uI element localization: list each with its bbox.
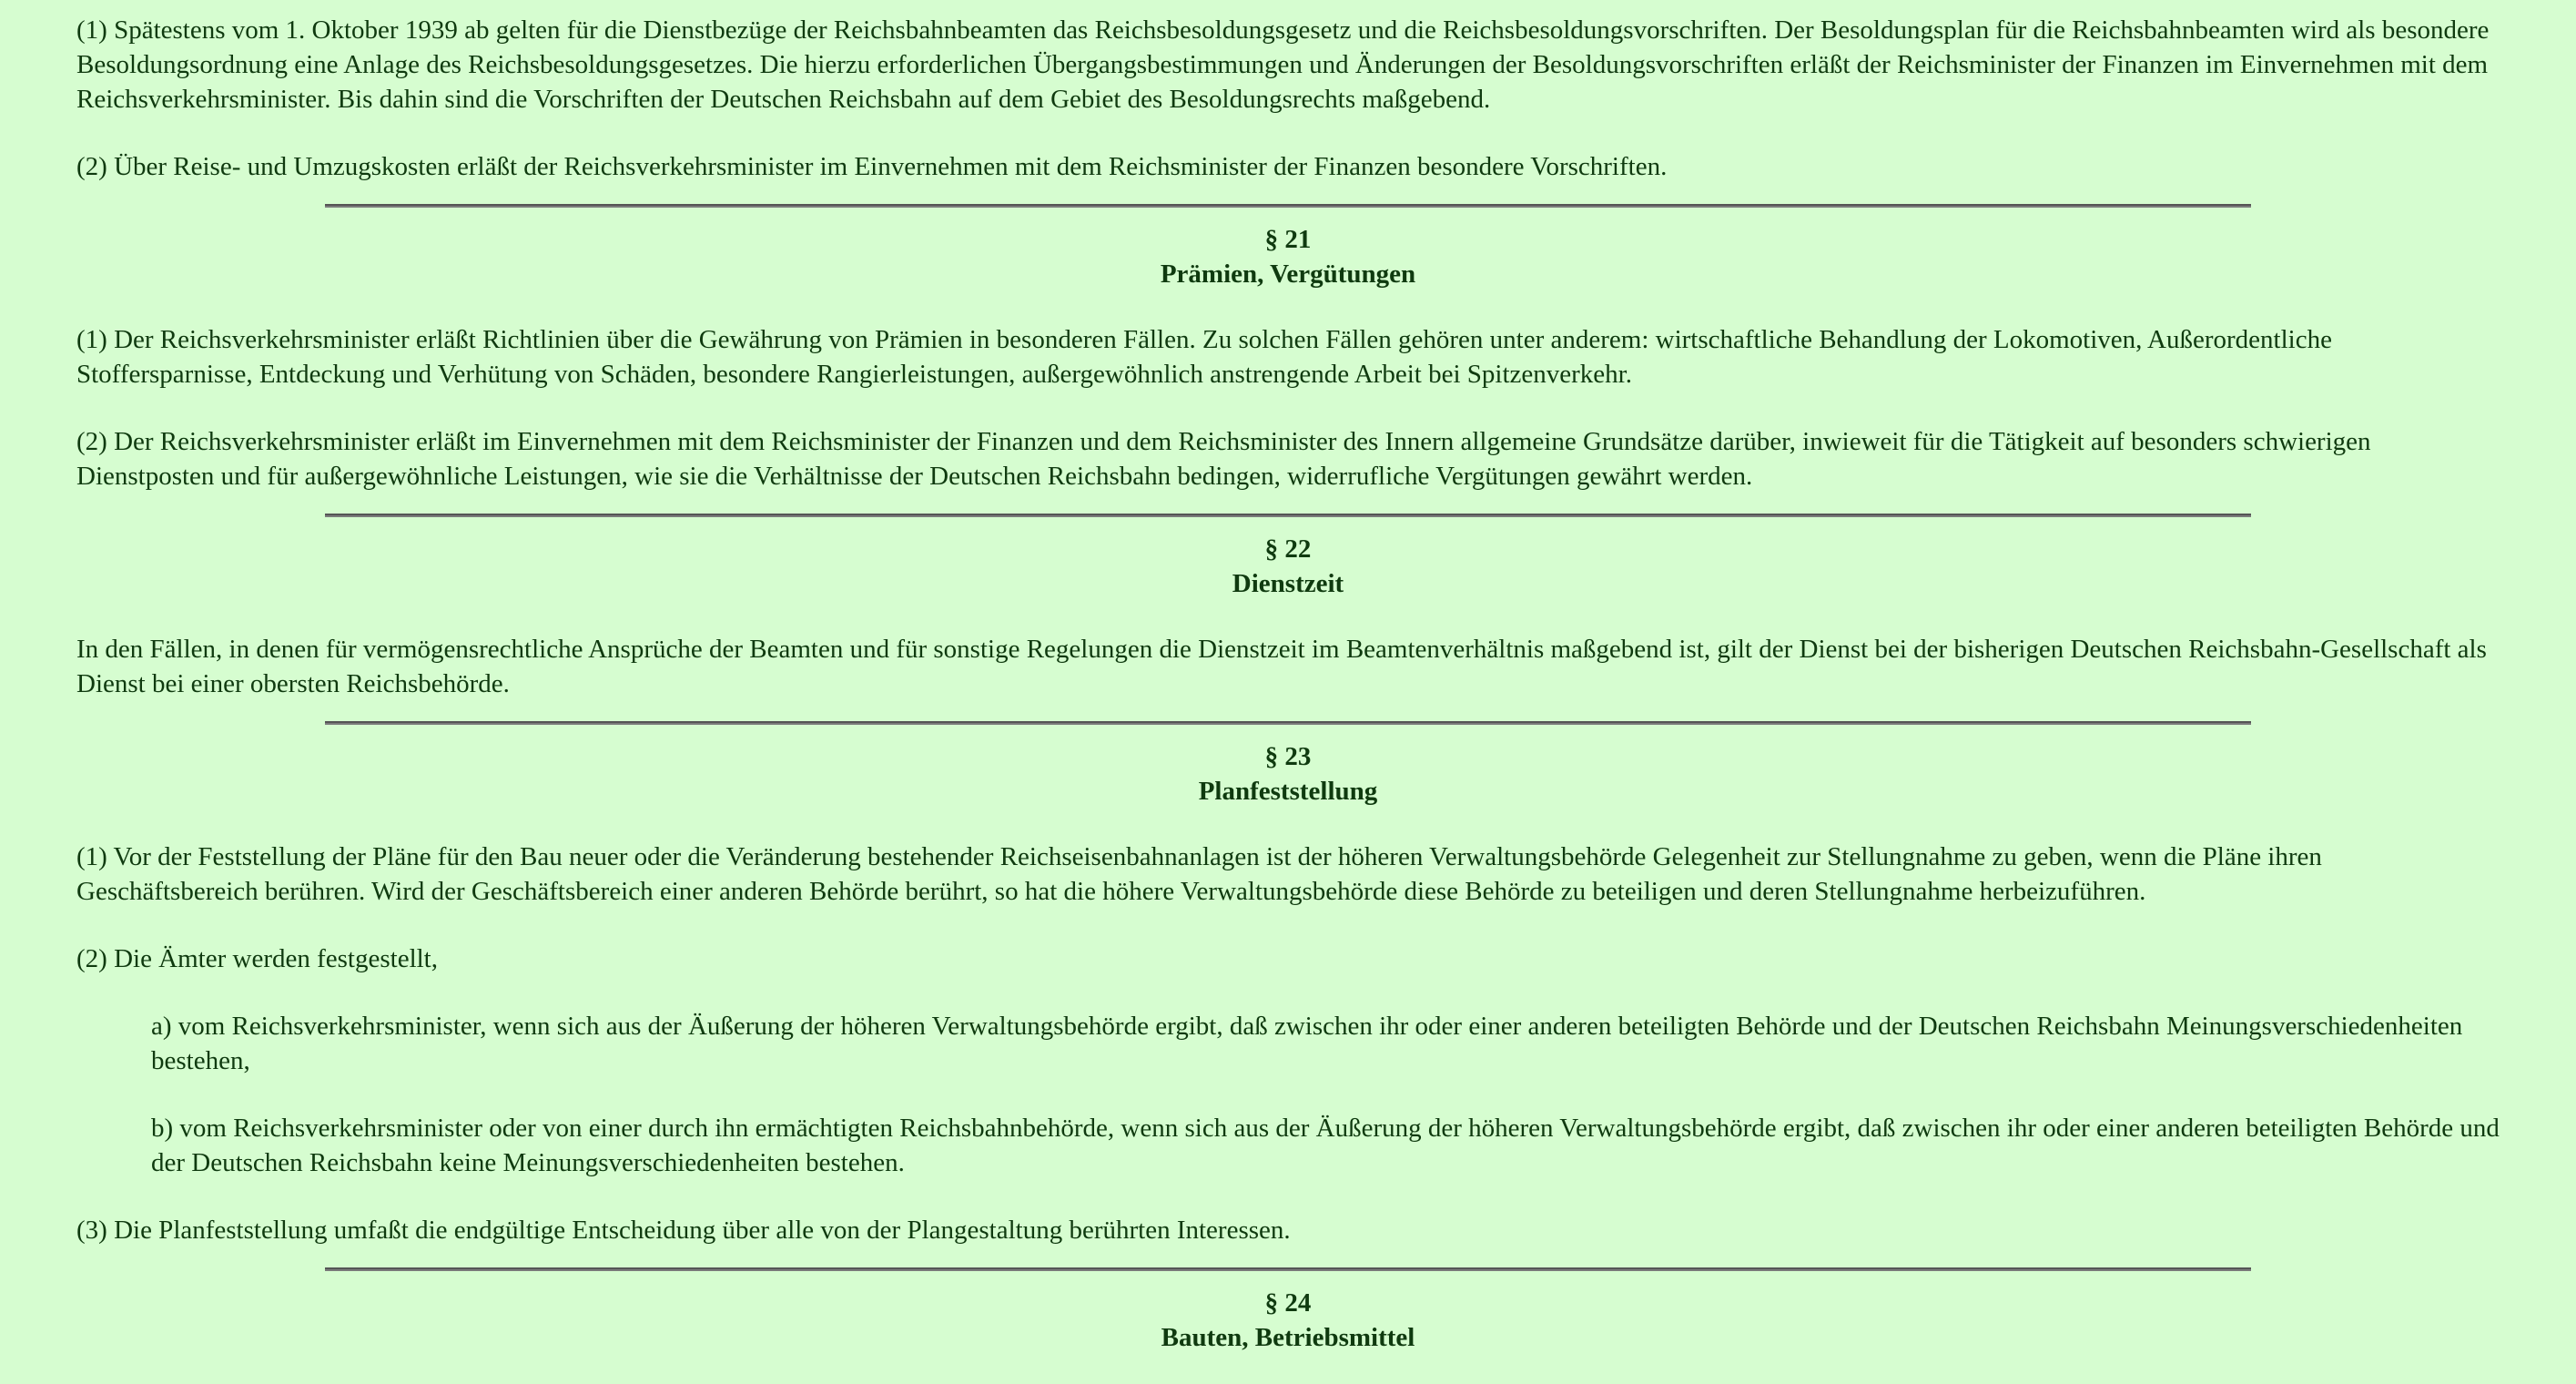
section-number: § 22 [1264, 534, 1312, 564]
paragraph-23-3: (3) Die Planfeststellung umfaßt die endgültige Entscheidung über alle von der Plangestaltung berührten Interessen. [76, 1216, 1291, 1245]
paragraph-23-2: (2) Die Ämter werden festgestellt, [76, 944, 438, 973]
section-number: § 23 [1264, 742, 1312, 771]
section-number: § 24 [1264, 1288, 1312, 1318]
paragraph-21-1: (1) Der Reichsverkehrsminister erläßt Richtlinien über die Gewährung von Prämien in besonderen Fällen. Zu solchen Fällen gehören unter anderem: wirtschaftliche Behandlung der Lokomotiven, Außerordentliche Stoffersparnisse, Entdeckung und Verhütung von Schäden, besondere Rangierleistungen, außergewöhnlich anstrengende Arbeit bei Spitzenverkehr. [76, 325, 2332, 389]
section-title: Planfeststellung [1198, 777, 1378, 806]
section-divider [325, 721, 2251, 725]
section-number: § 21 [1264, 225, 1312, 254]
section-divider [325, 514, 2251, 517]
section-title: Dienstzeit [1232, 569, 1344, 598]
section-title: Prämien, Vergütungen [1160, 260, 1416, 289]
paragraph-intro-2: (2) Über Reise- und Umzugskosten erläßt der Reichsverkehrsminister im Einvernehmen mit dem Reichsminister der Finanzen besondere Vorschriften. [76, 152, 1668, 181]
section-heading-22 [76, 532, 2500, 601]
sub-item-a: a) vom Reichsverkehrsminister, wenn sich aus der Äußerung der höheren Verwaltungsbehörde ergibt, daß zwischen ihr oder einer anderen beteiligten Behörde und der Deutschen Reichsbahn Meinungsverschiedenheiten bestehen, [151, 1012, 2463, 1075]
section-heading-23 [76, 739, 2500, 809]
paragraph-21-2: (2) Der Reichsverkehrsminister erläßt im Einvernehmen mit dem Reichsminister der Finanzen und dem Reichsminister des Innern allgemeine Grundsätze darüber, inwieweit für die Tätigkeit auf besonders schwierigen Dienstposten und für außergewöhnliche Leistungen, wie sie die Verhältnisse der Deutschen Reichsbahn bedingen, widerrufliche Vergütungen gewährt werden. [76, 427, 2371, 491]
section-divider [325, 204, 2251, 208]
sub-item-b: b) vom Reichsverkehrsminister oder von einer durch ihn ermächtigten Reichsbahnbehörde, wenn sich aus der Äußerung der höheren Verwaltungsbehörde ergibt, daß zwischen ihr oder einer anderen beteiligten Behörde und der Deutschen Reichsbahn keine Meinungsverschiedenheiten bestehen. [151, 1114, 2500, 1177]
paragraph-22-1: In den Fällen, in denen für vermögensrechtliche Ansprüche der Beamten und für sonstige Regelungen die Dienstzeit im Beamtenverhältnis maßgebend ist, gilt der Dienst bei der bisherigen Deutschen Reichsbahn-Gesellschaft als Dienst bei einer obersten Reichsbehörde. [76, 635, 2487, 698]
section-divider [325, 1267, 2251, 1271]
section-heading-24 [76, 1286, 2500, 1355]
paragraph-intro-1: (1) Spätestens vom 1. Oktober 1939 ab gelten für die Dienstbezüge der Reichsbahnbeamten das Reichsbesoldungsgesetz und die Reichsbesoldungsvorschriften. Der Besoldungsplan für die Reichsbahnbeamten wird als besondere Besoldungsordnung eine Anlage des Reichsbesoldungsgesetzes. Die hierzu erforderlichen Übergangsbestimmungen und Änderungen der Besoldungsvorschriften erläßt der Reichsminister der Finanzen im Einvernehmen mit dem Reichsverkehrsminister. Bis dahin sind die Vorschriften der Deutschen Reichsbahn auf dem Gebiet des Besoldungsrechts maßgebend. [76, 15, 2490, 114]
paragraph-23-1: (1) Vor der Feststellung der Pläne für den Bau neuer oder die Veränderung bestehender Reichseisenbahnanlagen ist der höheren Verwaltungsbehörde Gelegenheit zur Stellungnahme zu geben, wenn die Pläne ihren Geschäftsbereich berühren. Wird der Geschäftsbereich einer anderen Behörde berührt, so hat die höhere Verwaltungsbehörde diese Behörde zu beteiligen und deren Stellungnahme herbeizuführen. [76, 842, 2322, 906]
section-title: Bauten, Betriebsmittel [1161, 1323, 1415, 1352]
section-heading-21 [76, 222, 2500, 291]
